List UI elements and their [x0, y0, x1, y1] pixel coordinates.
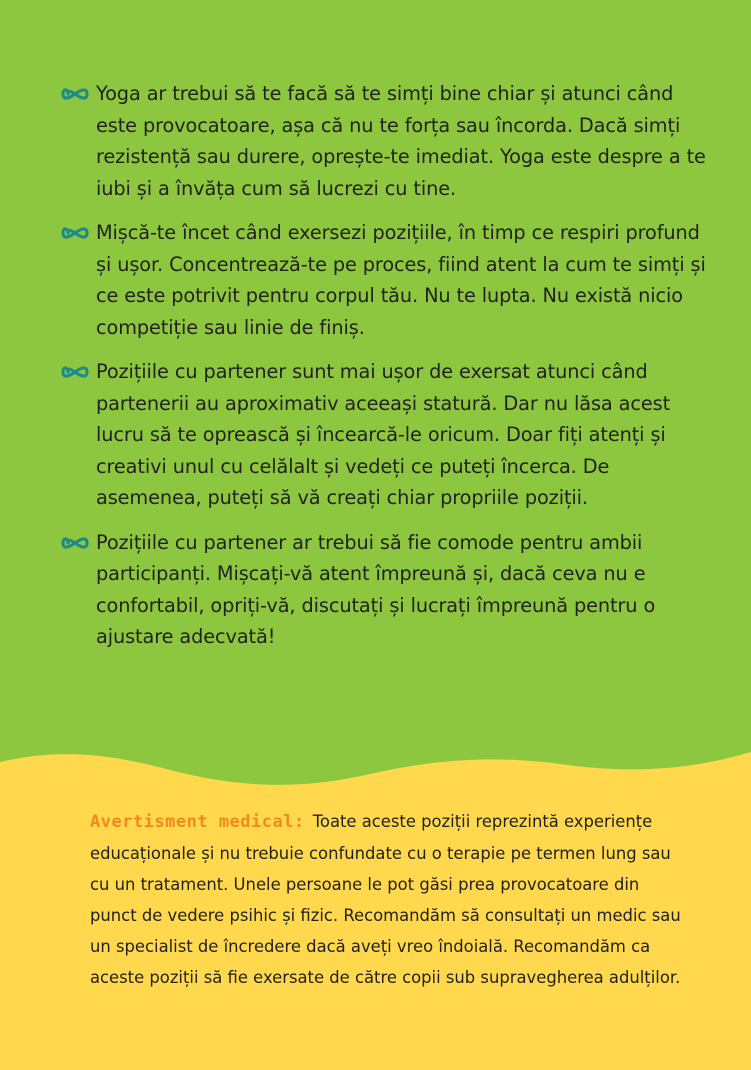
infinity-loop-icon: [60, 534, 90, 552]
infinity-loop-icon: [60, 224, 90, 242]
list-item-text: Mișcă-te încet când exersezi pozițiile, în timp ce respiri profund și ușor. Concentrează-te pe proces, fiind atent la cum te simți și ce este potrivit pentru corpul tău. Nu te lupta. Nu există nicio competiție sau linie de finiș.: [96, 221, 706, 339]
medical-warning: [90, 806, 690, 993]
list-item-text: Pozițiile cu partener sunt mai ușor de exersat atunci când partenerii au aproximativ aceeași statură. Dar nu lăsa acest lucru să te oprească și încearcă-le oricum. Doar fiți atenți și creativi unul cu celălalt și vedeți ce puteți încerca. De asemenea, puteți să vă creați chiar propriile poziții.: [96, 360, 671, 509]
list-item: [60, 356, 710, 514]
list-item-text: Pozițiile cu partener ar trebui să fie comode pentru ambii participanți. Mișcați-vă atent împreună și, dacă ceva nu e confortabil, opriți-vă, discutați și lucrați împreună pentru o ajustare adecvată!: [96, 530, 656, 648]
list-item: [60, 527, 710, 653]
list-item-text: Yoga ar trebui să te facă să te simți bine chiar și atunci când este provocatoare, așa că nu te forța sau încorda. Dacă simți rezistență sau durere, oprește-te imediat. Yoga este despre a te iubi și a învăța cum să lucrezi cu tine.: [96, 82, 706, 200]
guidelines-list: [60, 78, 710, 666]
warning-text: Toate aceste poziții reprezintă experiențe educaționale și nu trebuie confundate cu o terapie pe termen lung sau cu un tratament. Unele persoane le pot găsi prea provocatoare din punct de vedere psihic și fizic. Recomandăm să consultați un medic sau un specialist de încredere dacă aveți vreo îndoială. Recomandăm ca aceste poziții să fie exersate de către copii sub supravegherea adulților.: [90, 812, 681, 987]
list-item: [60, 78, 710, 204]
infinity-loop-icon: [60, 85, 90, 103]
list-item: [60, 217, 710, 343]
warning-title: Avertisment medical:: [90, 812, 305, 832]
infinity-loop-icon: [60, 363, 90, 381]
